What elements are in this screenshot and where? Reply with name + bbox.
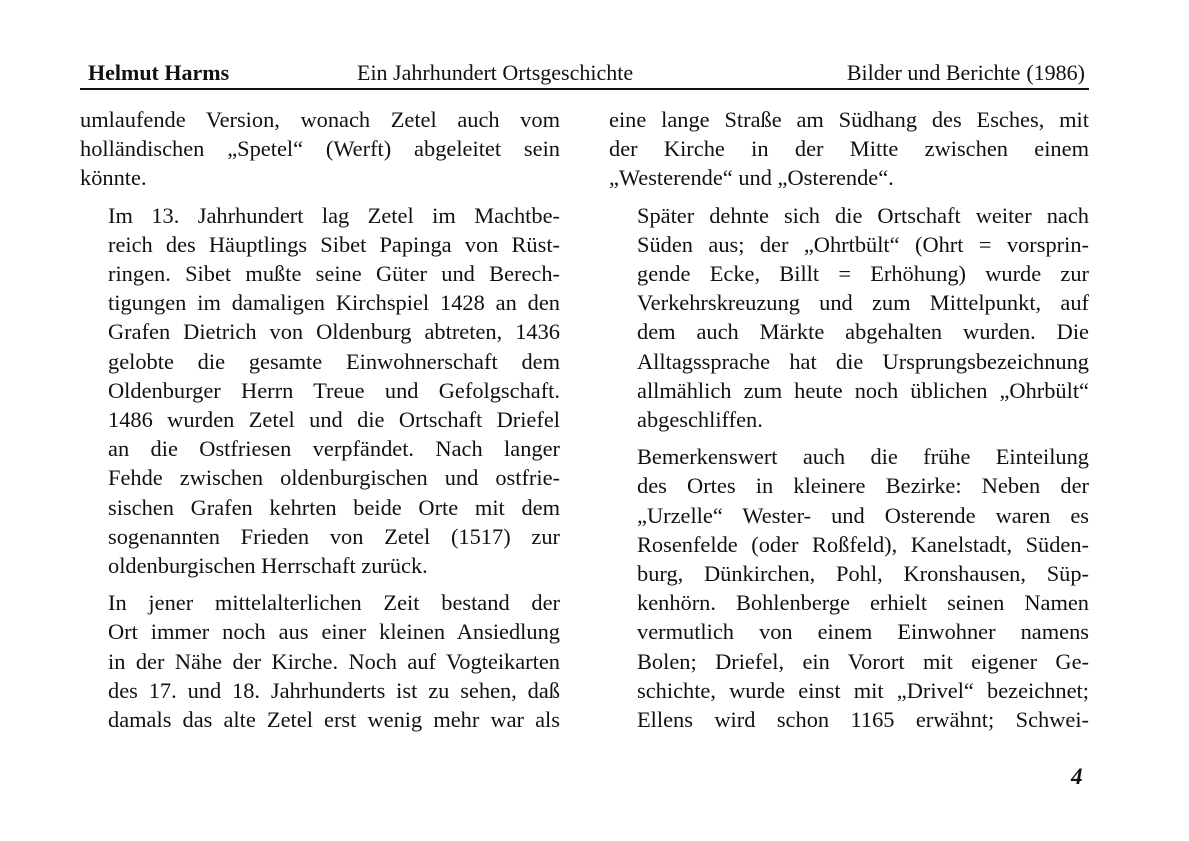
text-line: damals das alte Zetel erst wenig mehr war als <box>108 707 560 733</box>
text-line: burg, Dünkirchen, Pohl, Kronshausen, Süp- <box>637 561 1089 587</box>
text-line: Süden aus; der „Ohrtbült“ (Ohrt = vorsprin- <box>637 231 1089 257</box>
text-line: holländischen „Spetel“ (Werft) abgeleitet sein <box>80 136 560 162</box>
text-line: abgeschliffen. <box>637 407 763 433</box>
header-title: Ein Jahrhundert Ortsgeschichte <box>357 60 634 85</box>
text-line: umlaufende Version, wonach Zetel auch vom <box>80 107 560 132</box>
text-line: reich des Häuptlings Sibet Papinga von Rüst- <box>108 231 560 257</box>
text-line: Alltagssprache hat die Ursprungsbezeichnung <box>637 348 1089 374</box>
text-line: in der Nähe der Kirche. Noch auf Vogteikarten <box>108 648 560 674</box>
page-number: 4 <box>1071 764 1083 789</box>
text-line: Grafen Dietrich von Oldenburg abtreten, 1436 <box>108 319 560 345</box>
text-line: Rosenfelde (oder Roßfeld), Kanelstadt, Süden- <box>637 531 1089 557</box>
text-line: Verkehrskreuzung und zum Mittelpunkt, auf <box>637 290 1089 316</box>
paragraph <box>609 105 1089 193</box>
text-line: gelobte die gesamte Einwohnerschaft dem <box>108 348 560 374</box>
text-line: schichte, wurde einst mit „Drivel“ bezeichnet; <box>637 677 1089 703</box>
text-line: tigungen im damaligen Kirchspiel 1428 an den <box>108 290 560 316</box>
text-line: Im 13. Jahrhundert lag Zetel im Machtbe- <box>108 202 560 228</box>
text-line: Bolen; Driefel, ein Vorort mit eigener Ge- <box>637 648 1089 674</box>
paragraph <box>80 588 560 734</box>
header-series: Bilder und Berichte <box>846 60 1021 85</box>
paragraph <box>609 442 1089 734</box>
text-line: gende Ecke, Billt = Erhöhung) wurde zur <box>637 261 1089 287</box>
text-line: könnte. <box>80 165 147 191</box>
running-header <box>80 58 1089 90</box>
text-line: des Ortes in kleinere Bezirke: Neben der <box>637 473 1089 499</box>
left-column <box>80 105 560 742</box>
text-line: kenhörn. Bohlenberge erhielt seinen Namen <box>637 590 1089 616</box>
text-line: dem auch Märkte abgehalten wurden. Die <box>637 319 1089 345</box>
text-line: eine lange Straße am Südhang des Esches, mit <box>609 107 1089 132</box>
text-line: ringen. Sibet mußte seine Güter und Berech- <box>108 261 560 287</box>
right-column <box>609 105 1089 742</box>
header-author: Helmut Harms <box>88 60 230 85</box>
text-line: Bemerkenswert auch die frühe Einteilung <box>637 444 1089 470</box>
text-line: des 17. und 18. Jahrhunderts ist zu sehen, daß <box>108 677 560 703</box>
text-line: sogenannten Frieden von Zetel (1517) zur <box>108 523 560 549</box>
text-line: der Kirche in der Mitte zwischen einem <box>609 136 1089 162</box>
paragraph <box>609 201 1089 435</box>
text-line: Später dehnte sich die Ortschaft weiter nach <box>637 202 1089 228</box>
text-line: 1486 wurden Zetel und die Ortschaft Driefel <box>108 407 560 433</box>
header-series-group <box>847 60 1085 86</box>
text-line: „Urzelle“ Wester- und Osterende waren es <box>637 502 1089 528</box>
text-line: Ellens wird schon 1165 erwähnt; Schwei- <box>637 707 1089 733</box>
paragraph <box>80 105 560 193</box>
text-line: oldenburgischen Herrschaft zurück. <box>108 553 428 579</box>
text-line: Ort immer noch aus einer kleinen Ansiedlung <box>108 619 560 645</box>
header-year: (1986) <box>1026 60 1085 85</box>
text-line: Oldenburger Herrn Treue und Gefolgschaft. <box>108 377 560 403</box>
text-line: In jener mittelalterlichen Zeit bestand der <box>108 590 560 616</box>
text-line: allmählich zum heute noch üblichen „Ohrbült“ <box>637 377 1089 403</box>
paragraph <box>80 201 560 581</box>
text-line: an die Ostfriesen verpfändet. Nach langer <box>108 436 560 462</box>
text-line: sischen Grafen kehrten beide Orte mit dem <box>108 494 560 520</box>
text-line: vermutlich von einem Einwohner namens <box>637 619 1089 645</box>
text-line: „Westerende“ und „Osterende“. <box>609 165 894 191</box>
text-line: Fehde zwischen oldenburgischen und ostfrie- <box>108 465 560 491</box>
